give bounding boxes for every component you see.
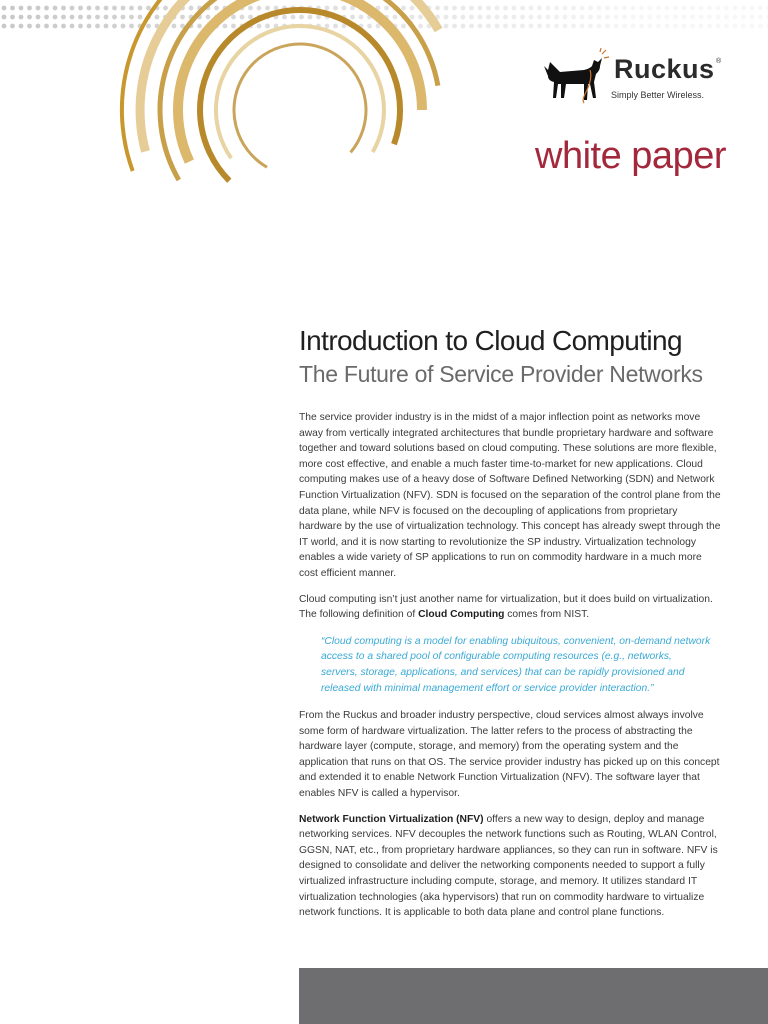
- paragraph-virtualization: From the Ruckus and broader industry perspective, cloud services almost always involve some form of hardware virtualization. The latter refers to the process of abstracting the hardware layer (compute, storage, and memory) from the operating system and the application that runs on that OS. The service provider industry has picked up on this concept and extended it to enable Network Function Virtualization (NFV). The software layer that enables NFV is called a hypervisor.: [299, 710, 720, 800]
- bold-term: Network Function Virtualization (NFV): [299, 813, 484, 825]
- brand-name: Ruckus: [614, 54, 715, 84]
- page-subtitle: The Future of Service Provider Networks: [299, 361, 703, 387]
- registered-mark: ®: [716, 58, 722, 65]
- paragraph-nfv: [299, 812, 721, 921]
- doc-type-label: white paper: [535, 135, 726, 177]
- ruckus-logo: [540, 48, 730, 108]
- page-title: Introduction to Cloud Computing: [299, 325, 682, 356]
- paragraph-text: Cloud computing isn’t just another name for virtualization, but it does build on virtualization. The following definition of: [299, 593, 713, 621]
- nist-quote: “Cloud computing is a model for enabling ubiquitous, convenient, on-demand network access to a shared pool of configurable computing resources (e.g., networks, servers, storage, applications, and services) that can be rapidly provisioned and released with minimal management effort or service provider interaction.”: [321, 635, 711, 694]
- bold-term: Cloud Computing: [418, 609, 505, 621]
- footer-band: [299, 968, 768, 1024]
- brand-tagline: Simply Better Wireless.: [611, 90, 705, 100]
- paragraph-definition: [299, 592, 721, 623]
- paragraph-intro: The service provider industry is in the midst of a major inflection point as networks move away from vertically integrated architectures that bundle proprietary hardware and software together and toward solutions based on cloud computing. These solutions are more flexible, more cost effective, and enable a much faster time-to-market for new applications. Cloud computing makes use of a heavy dose of Software Defined Networking (SDN) and Network Function Virtualization (NFV). SDN is focused on the separation of the control plane from the data plane, while NFV is focused on the decoupling of applications from proprietary hardware by the use of virtualization technology. This concept has already swept through the IT world, and it is now starting to revolutionize the SP industry. Virtualization technology enables a wide variety of SP applications to run on commodity hardware in a much more cost efficient manner.: [299, 412, 721, 579]
- dog-logo-icon: [540, 48, 610, 104]
- article-body: [299, 322, 721, 921]
- paragraph-text: offers a new way to design, deploy and manage networking services. NFV decouples the network functions such as Routing, WLAN Control, GGSN, NAT, etc., from proprietary hardware appliances, so they can run in software. NFV is designed to consolidate and deliver the networking components needed to support a fully virtualized infrastructure including compute, storage, and memory. It utilizes standard IT virtualization technologies (aka hypervisors) that run on commodity hardware to virtualize network functions. It is applicable to both data plane and control plane functions.: [299, 813, 718, 919]
- paragraph-text: comes from NIST.: [504, 609, 590, 621]
